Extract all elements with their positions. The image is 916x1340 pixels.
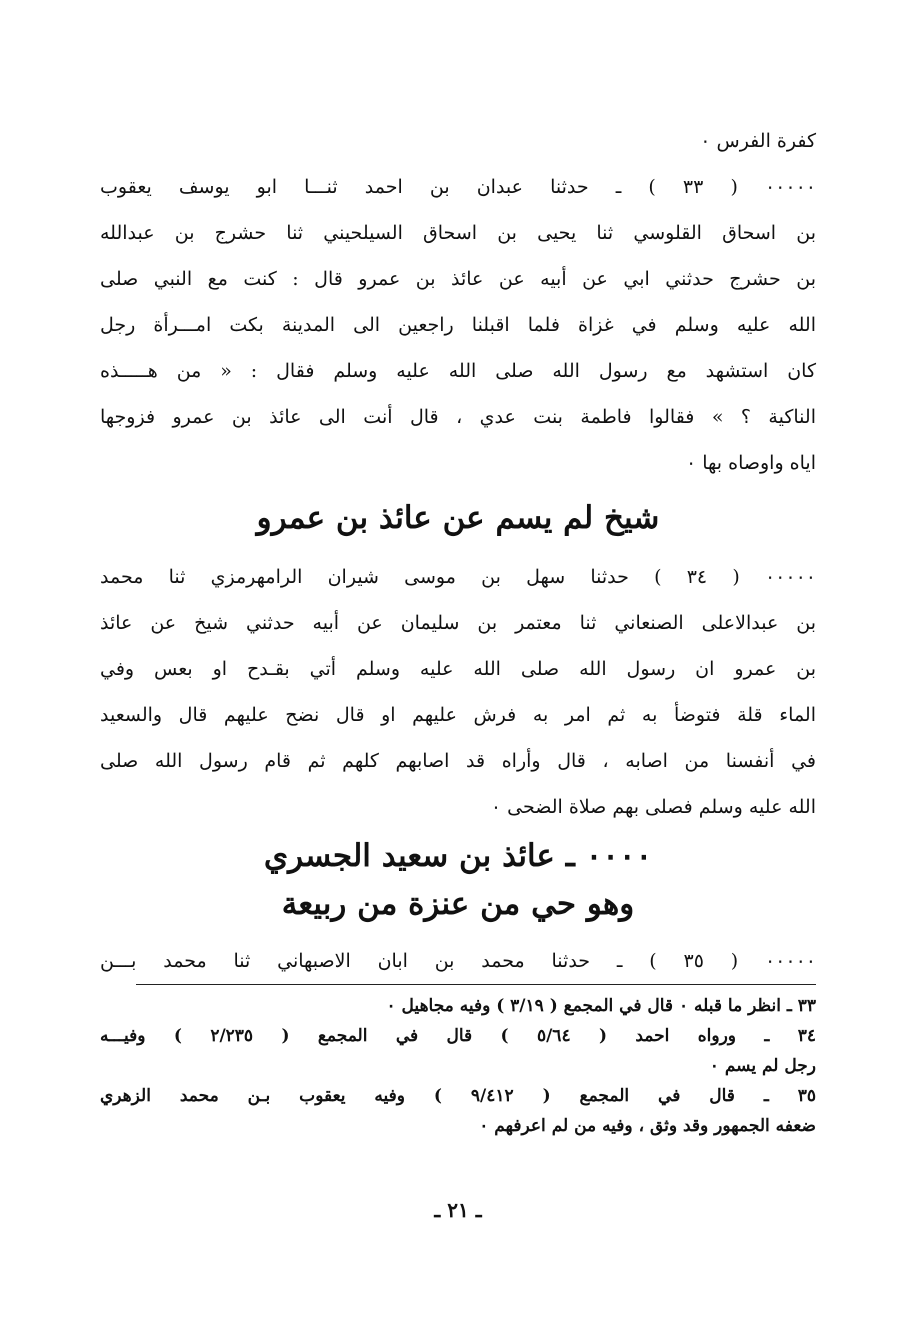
footnote-34-cont: رجل لم يسم ٠ — [709, 1056, 816, 1076]
hadith-33-line-3: بن حشرج حدثني ابي عن أبيه عن عائذ بن عمرو قال : كنت مع النبي صلى — [100, 268, 816, 290]
hadith-33-line-5: كان استشهد مع رسول الله صلى الله عليه وسلم فقال : « من هـــــذه — [100, 360, 816, 382]
footnote-35-cont: ضعفه الجمهور وقد وثق ، وفيه من لم اعرفهم ٠ — [479, 1116, 816, 1136]
section-heading-1: شيخ لم يسم عن عائذ بن عمرو — [256, 500, 660, 536]
section-heading-2-line-2: وهو حي من عنزة من ربيعة — [281, 886, 635, 922]
footnote-33: ٣٣ ـ انظر ما قبله ٠ قال في المجمع ( ٣/١٩ ) وفيه مجاهيل ٠ — [386, 996, 816, 1016]
hadith-33-line-6: الناكية ؟ » فقالوا فاطمة بنت عدي ، قال أنت الى عائذ بن عمرو فزوجها — [100, 406, 816, 428]
text-line-continuation: كفرة الفرس ٠ — [700, 130, 816, 152]
page-text — [100, 118, 816, 1141]
footnote-35: ٣٥ ـ قال في المجمع ( ٩/٤١٢ ) وفيه يعقوب بـن محمد الزهري — [100, 1086, 816, 1106]
hadith-33-line-7: اياه واوصاه بها ٠ — [686, 452, 816, 474]
footnote-divider — [136, 984, 816, 985]
hadith-34-line-1: ٠٠٠٠٠ ( ٣٤ ) حدثنا سهل بن موسى شيران الرامهرمزي ثنا محمد — [100, 566, 816, 588]
hadith-33-line-1: ٠٠٠٠٠ ( ٣٣ ) ـ حدثنا عبدان بن احمد ثنـــا ابو يوسف يعقوب — [100, 176, 816, 198]
hadith-34-line-5: في أنفسنا من اصابه ، قال وأراه قد اصابهم كلهم ثم قام رسول الله صلى — [100, 750, 816, 772]
hadith-34-line-4: الماء قلة فتوضأ به ثم امر به فرش عليهم او قال نضح عليهم قال والسعيد — [100, 704, 816, 726]
hadith-34-line-2: بن عبدالاعلى الصنعاني ثنا معتمر بن سليمان عن أبيه حدثني شيخ عن عائذ — [100, 612, 816, 634]
page-number: ـ ٢١ ـ — [434, 1198, 482, 1222]
footnote-34: ٣٤ ـ ورواه احمد ( ٥/٦٤ ) قال في المجمع ( ٢/٢٣٥ ) وفيـــه — [100, 1026, 817, 1046]
hadith-34-line-3: بن عمرو ان رسول الله صلى الله عليه وسلم أتي بقـدح او بعس وفي — [100, 658, 816, 680]
hadith-33-line-4: الله عليه وسلم في غزاة فلما اقبلنا راجعين الى المدينة بكت امـــرأة رجل — [100, 314, 816, 336]
hadith-34-line-6: الله عليه وسلم فصلى بهم صلاة الضحى ٠ — [490, 796, 816, 818]
hadith-33-line-2: بن اسحاق القلوسي ثنا يحيى بن اسحاق السيلحيني ثنا حشرج بن عبدالله — [100, 222, 816, 244]
section-heading-2-line-1: ٠٠٠٠ ـ عائذ بن سعيد الجسري — [263, 838, 653, 874]
hadith-35-line-1: ٠٠٠٠٠ ( ٣٥ ) ـ حدثنا محمد بن ابان الاصبهاني ثنا محمد بـــن — [100, 950, 816, 972]
